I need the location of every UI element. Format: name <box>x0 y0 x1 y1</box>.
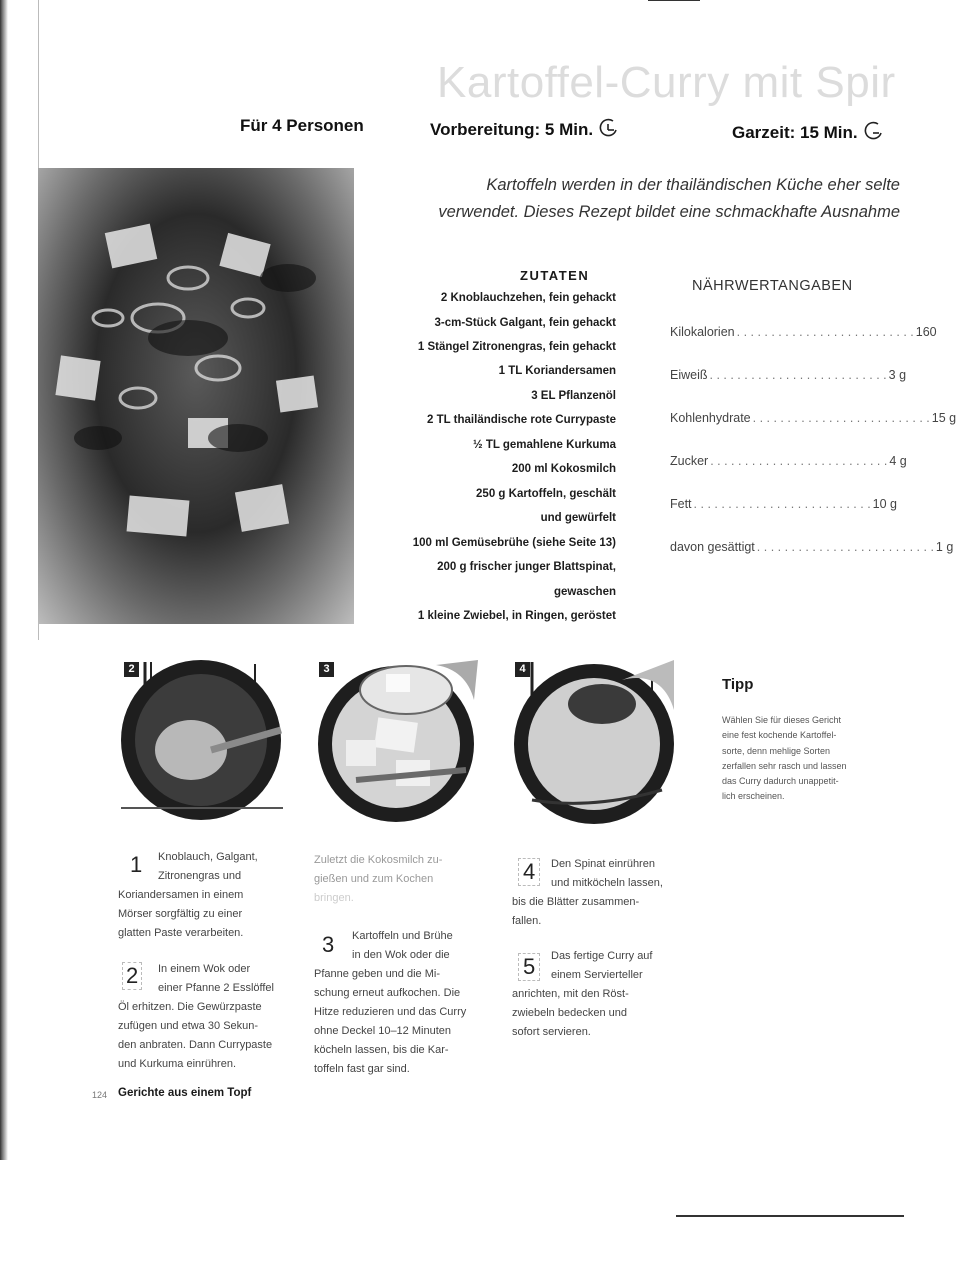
photo-badge: 3 <box>319 662 334 677</box>
step-line: einem Servierteller <box>551 969 643 981</box>
ingredient-item: und gewürfelt <box>540 512 616 524</box>
step-number: 5 <box>518 953 540 981</box>
step-line: Mörser sorgfältig zu einer <box>118 908 243 920</box>
footer-section-title: Gerichte aus einem Topf <box>118 1087 252 1099</box>
nutrition-row: Kohlenhydrate . . . . . . . . . . . . . . . . . . . . . . . . . . 15 g <box>670 411 956 425</box>
step-line: Hitze reduzieren und das Curry <box>314 1006 467 1018</box>
step-number: 2 <box>122 962 142 990</box>
step-line: und mitköcheln lassen, <box>551 877 663 889</box>
step-line: ohne Deckel 10–12 Minuten <box>314 1025 451 1037</box>
nutrition-row: davon gesättigt . . . . . . . . . . . . . . . . . . . . . . . . . . 1 g <box>670 540 954 554</box>
prep-time: Vorbereitung: 5 Min. <box>430 118 619 143</box>
step-line: einer Pfanne 2 Esslöffel <box>158 982 274 994</box>
servings: Für 4 Personen <box>240 116 364 135</box>
recipe-title: Kartoffel-Curry mit Spir <box>437 58 896 107</box>
ingredient-item: 1 Stängel Zitronengras, fein gehackt <box>417 341 616 353</box>
tipp-line: eine fest kochende Kartoffel- <box>722 730 837 741</box>
step-line: toffeln fast gar sind. <box>314 1063 410 1075</box>
step-line: zwiebeln bedecken und <box>512 1007 627 1019</box>
dot-leader: . . . . . . . . . . . . . . . . . . . . . . . . . . <box>756 540 934 554</box>
ingredient-item: 200 ml Kokosmilch <box>511 463 616 475</box>
page-number: 124 <box>92 1090 108 1100</box>
step-line: Öl erhitzen. Die Gewürzpaste <box>118 1001 262 1013</box>
ingredient-item: 3 EL Pflanzenöl <box>531 390 616 402</box>
dot-leader: . . . . . . . . . . . . . . . . . . . . . . . . . . <box>736 325 914 339</box>
cook-time: Garzeit: 15 Min. <box>732 121 884 146</box>
nutrition-row: Eiweiß . . . . . . . . . . . . . . . . . . . . . . . . . . 3 g <box>670 368 907 382</box>
step-line: zufügen und etwa 30 Sekun- <box>118 1020 259 1032</box>
tipp-line: lich erscheinen. <box>722 791 785 802</box>
step-photo-4 <box>512 660 674 826</box>
step-line: schung erneut aufkochen. Die <box>314 987 461 999</box>
step-number: 4 <box>518 858 540 886</box>
step-line: bis die Blätter zusammen- <box>512 896 640 908</box>
step-line: Pfanne geben und die Mi- <box>314 968 440 980</box>
step-line: den anbraten. Dann Currypaste <box>118 1039 273 1051</box>
step-line: In einem Wok oder <box>158 963 251 975</box>
ingredient-item: 1 TL Koriandersamen <box>498 365 616 377</box>
step-photo-2 <box>121 660 283 826</box>
step-line: sofort servieren. <box>512 1026 591 1038</box>
ingredient-item: 200 g frischer junger Blattspinat, <box>437 561 616 573</box>
ingredients-heading: ZUTATEN <box>520 268 590 283</box>
step-photo-3 <box>316 660 478 826</box>
photo-badge: 2 <box>124 662 139 677</box>
ingredient-item: 3-cm-Stück Galgant, fein gehackt <box>434 317 616 329</box>
step-line: köcheln lassen, bis die Kar- <box>314 1044 449 1056</box>
step-line: glatten Paste verarbeiten. <box>118 927 244 939</box>
step-line: bringen. <box>314 892 354 904</box>
nutrition-row: Kilokalorien . . . . . . . . . . . . . . . . . . . . . . . . . . 160 <box>670 325 937 339</box>
ingredient-item: 100 ml Gemüsebrühe (siehe Seite 13) <box>412 537 616 549</box>
step-number: 3 <box>322 932 335 957</box>
intro-line-2: verwendet. Dieses Rezept bildet eine schmackhafte Ausnahme <box>438 203 900 221</box>
scan-mark-bottom <box>676 1215 904 1217</box>
tipp-text <box>722 713 872 805</box>
step-line: Das fertige Curry auf <box>551 950 653 962</box>
step-line: fallen. <box>512 915 542 927</box>
dot-leader: . . . . . . . . . . . . . . . . . . . . . . . . . . <box>693 497 871 511</box>
step-line: gießen und zum Kochen <box>314 873 434 885</box>
step-line: Zitronengras und <box>158 870 242 882</box>
nutrition-row: Zucker . . . . . . . . . . . . . . . . . . . . . . . . . . 4 g <box>670 454 907 468</box>
ingredient-item: ½ TL gemahlene Kurkuma <box>473 439 616 451</box>
step-number: 1 <box>130 852 143 877</box>
step-line: anrichten, mit den Röst- <box>512 988 629 1000</box>
step-line: Den Spinat einrühren <box>551 858 655 870</box>
dot-leader: . . . . . . . . . . . . . . . . . . . . . . . . . . <box>710 454 888 468</box>
scan-mark-top <box>648 0 700 1</box>
tipp-line: zerfallen sehr rasch und lassen <box>722 760 847 771</box>
dot-leader: . . . . . . . . . . . . . . . . . . . . . . . . . . <box>752 411 930 425</box>
step-line: in den Wok oder die <box>352 949 450 961</box>
step-line: Zuletzt die Kokosmilch zu- <box>314 854 443 866</box>
dish-photo <box>38 168 354 624</box>
page-binding-edge <box>0 0 8 1160</box>
clock-icon <box>599 118 619 143</box>
step-line: Kartoffeln und Brühe <box>352 930 453 942</box>
tipp-line: Wählen Sie für dieses Gericht <box>722 715 842 725</box>
clock-icon <box>864 121 884 146</box>
step-line: und Kurkuma einrühren. <box>118 1058 237 1070</box>
intro-line-1: Kartoffeln werden in der thailändischen Küche eher selte <box>486 176 900 194</box>
tipp-line: das Curry dadurch unappetit- <box>722 776 839 787</box>
tipp-line: sorte, denn mehlige Sorten <box>722 745 831 756</box>
tipp-heading: Tipp <box>722 676 754 693</box>
ingredient-item: 250 g Kartoffeln, geschält <box>476 488 616 500</box>
dot-leader: . . . . . . . . . . . . . . . . . . . . . . . . . . <box>709 368 887 382</box>
step-line: Koriandersamen in einem <box>118 889 244 901</box>
ingredient-item: 1 kleine Zwiebel, in Ringen, geröstet <box>417 610 616 622</box>
ingredient-item: 2 Knoblauchzehen, fein gehackt <box>440 292 616 304</box>
step-line: Knoblauch, Galgant, <box>158 851 258 863</box>
photo-badge: 4 <box>515 662 530 677</box>
ingredient-item: 2 TL thailändische rote Currypaste <box>427 414 616 426</box>
ingredient-item: gewaschen <box>554 586 616 598</box>
nutrition-heading: NÄHRWERTANGABEN <box>692 278 853 294</box>
nutrition-row: Fett . . . . . . . . . . . . . . . . . . . . . . . . . . 10 g <box>670 497 898 511</box>
